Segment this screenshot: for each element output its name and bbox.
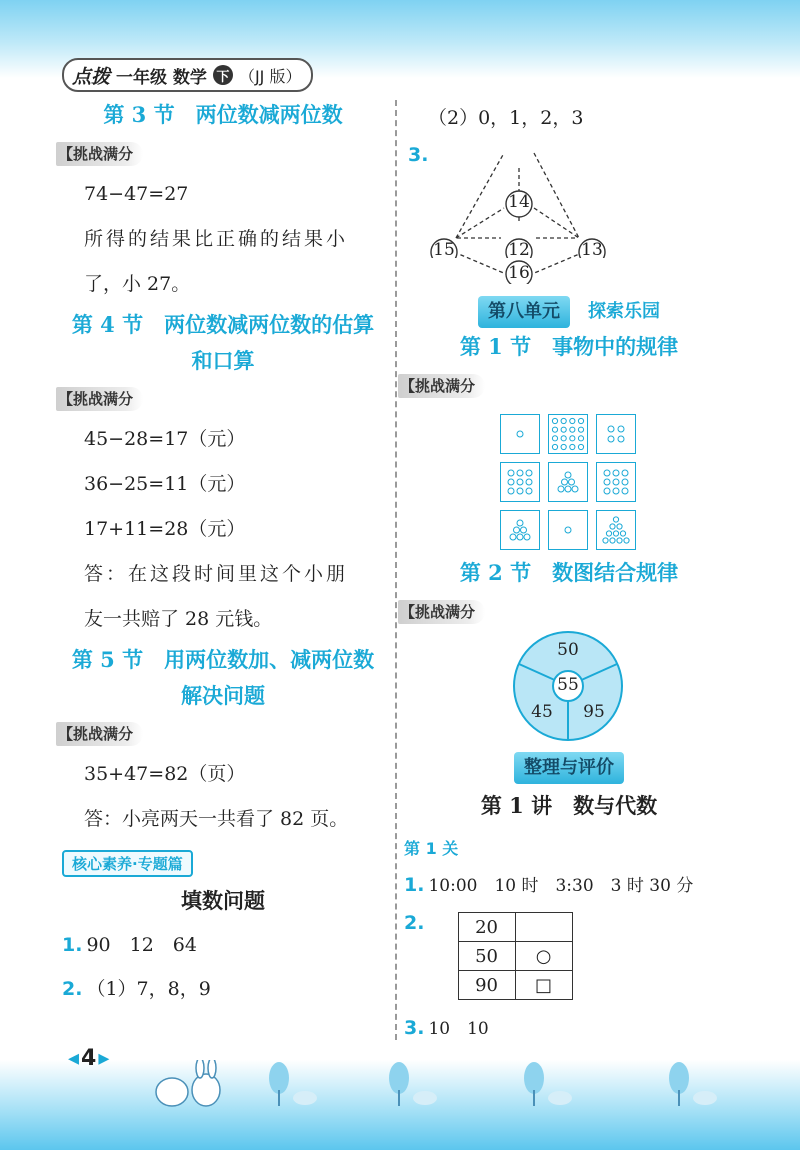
answer-line: 友一共赔了 28 元钱。: [84, 608, 273, 630]
answer-text: 90 12 64: [86, 934, 197, 956]
right-section-1-title: 第 1 节 事物中的规律: [459, 334, 679, 359]
dot: [613, 470, 619, 476]
dot: [517, 470, 523, 476]
dot: [569, 479, 575, 485]
dot-cell: [596, 414, 636, 454]
review-answer-2: [404, 912, 734, 1000]
dot: [570, 436, 575, 441]
left-column: [58, 96, 384, 1011]
dot-cell: [500, 414, 540, 454]
dot: [617, 538, 622, 543]
dot: [552, 427, 557, 432]
circle-right-value: 95: [583, 702, 605, 722]
challenge-label: 【挑战满分: [56, 387, 143, 411]
dot: [578, 427, 583, 432]
dot-cell: [596, 510, 636, 550]
dot: [610, 538, 615, 543]
dot-pattern: [549, 463, 587, 501]
dot: [526, 488, 532, 494]
dot: [561, 418, 566, 423]
circle-center-value: 55: [557, 675, 579, 695]
grade-subject: 一年级 数学: [116, 67, 207, 88]
answer-text: 10 10: [428, 1019, 489, 1039]
table-cell: [515, 913, 572, 942]
dot: [561, 436, 566, 441]
dot-cell: [500, 510, 540, 550]
dot: [517, 431, 523, 437]
section-4-title: 第 4 节 两位数减两位数的估算: [71, 312, 375, 337]
dot: [604, 479, 610, 485]
answer-line: 35+47=82（页）: [84, 763, 246, 785]
dot: [517, 534, 523, 540]
page-number-value: 4: [81, 1046, 97, 1071]
topic-title: 填数问题: [181, 888, 265, 913]
unit-heading: [404, 296, 734, 328]
section-3-title: 第 3 节 两位数减两位数: [103, 102, 343, 127]
right-section-2-title: 第 2 节 数图结合规律: [459, 560, 679, 585]
dot: [603, 538, 608, 543]
dot: [610, 524, 615, 529]
unit-label: 第八单元: [478, 296, 570, 328]
lecture-title: 第 1 讲 数与代数: [480, 793, 658, 818]
answer-line: 36−25=11（元）: [84, 473, 246, 495]
challenge-label: 【挑战满分: [56, 142, 143, 166]
dot: [578, 436, 583, 441]
dot: [620, 531, 625, 536]
dot-cell: [548, 414, 588, 454]
dot: [570, 418, 575, 423]
dot: [622, 470, 628, 476]
dot: [613, 479, 619, 485]
dot: [565, 527, 571, 533]
unit-title: 探索乐园: [588, 301, 660, 322]
dot-pattern: [501, 415, 539, 453]
dot: [613, 531, 618, 536]
dot: [521, 527, 527, 533]
column-divider: [395, 100, 397, 1040]
dot: [606, 531, 611, 536]
dot: [526, 470, 532, 476]
section-4-title-cont: 和口算: [191, 348, 255, 373]
answer-1: [62, 923, 384, 967]
dot: [517, 520, 523, 526]
table-cell: 50: [458, 942, 515, 971]
dot: [565, 472, 571, 478]
dot: [578, 418, 583, 423]
dot: [608, 426, 614, 432]
brand-logo: 点拨: [72, 65, 111, 88]
answer-number: 2.: [404, 912, 425, 934]
section-5-title: 第 5 节 用两位数加、减两位数: [71, 647, 375, 672]
answer-3: [404, 140, 734, 258]
answer-number: 3.: [408, 144, 429, 166]
bunny-mascot-icon: [150, 1060, 230, 1110]
dot: [617, 524, 622, 529]
review-answer-3: [404, 1006, 734, 1051]
answer-2: [62, 967, 384, 1011]
next-arrow-icon: ▸: [98, 1046, 110, 1071]
dot-pattern: [549, 511, 587, 549]
dot: [508, 470, 514, 476]
answer-line: 45−28=17（元）: [84, 428, 246, 450]
dot-pattern: [597, 415, 635, 453]
diamond-left: 15: [433, 240, 455, 260]
answer-line: 17+11=28（元）: [84, 518, 246, 540]
dot-pattern: [549, 415, 587, 453]
dot: [517, 479, 523, 485]
dot: [558, 486, 564, 492]
dot: [524, 534, 530, 540]
dot-pattern: [597, 463, 635, 501]
answer-line: 所得的结果比正确的结果小: [84, 228, 349, 250]
dot: [570, 427, 575, 432]
answer-number: 3.: [404, 1017, 425, 1039]
tree-icon: [665, 1060, 725, 1110]
circle-left-value: 45: [531, 702, 553, 722]
diamond-bottom-row: [404, 258, 734, 288]
answer-table: [458, 912, 573, 1000]
table-cell: ○: [515, 942, 572, 971]
diamond-bottom: 16: [508, 263, 530, 283]
dot-pattern: [501, 511, 539, 549]
dot-pattern: [597, 511, 635, 549]
diamond-center: 12: [508, 240, 530, 260]
dot: [552, 444, 557, 449]
dot-cell: [548, 510, 588, 550]
dot: [613, 517, 618, 522]
dot: [604, 488, 610, 494]
tree-icon: [385, 1060, 445, 1110]
dot-cell: [548, 462, 588, 502]
table-cell: 90: [458, 971, 515, 1000]
answer-number: 1.: [62, 934, 83, 956]
volume-badge: 下: [213, 65, 233, 85]
dot: [604, 470, 610, 476]
answer-number: 1.: [404, 874, 425, 896]
dot-pattern: [501, 463, 539, 501]
dot: [561, 444, 566, 449]
dot: [622, 488, 628, 494]
dot: [565, 486, 571, 492]
dot: [613, 488, 619, 494]
challenge-label: 【挑战满分: [398, 600, 485, 624]
dot: [562, 479, 568, 485]
answer-line: 答：小亮两天一共看了 82 页。: [84, 808, 349, 830]
dot: [508, 488, 514, 494]
answer-number: 2.: [62, 978, 83, 1000]
review-label: 整理与评价: [514, 752, 624, 784]
dot: [570, 444, 575, 449]
dot: [578, 444, 583, 449]
dot: [514, 527, 520, 533]
book-header: [62, 58, 313, 92]
dot: [561, 427, 566, 432]
dot-cell: [596, 462, 636, 502]
tree-icon: [265, 1060, 325, 1110]
tree-icon: [520, 1060, 580, 1110]
review-answer-1: [404, 863, 734, 908]
review-heading: [404, 752, 734, 784]
page-number: [68, 1046, 109, 1071]
dot-cell: [500, 462, 540, 502]
dot: [618, 436, 624, 442]
dot: [552, 418, 557, 423]
answer-text: （1）7，8，9: [86, 978, 211, 1000]
prev-arrow-icon: ◂: [68, 1046, 80, 1071]
right-column: [400, 96, 734, 1051]
answer-line: 了，小 27。: [84, 273, 191, 295]
dot: [608, 436, 614, 442]
answer-line: 答：在这段时间里这个小朋: [84, 563, 349, 585]
answer-text: 10:00 10 时 3:30 3 时 30 分: [428, 876, 694, 896]
dot: [618, 426, 624, 432]
dot: [572, 486, 578, 492]
diamond-top: 14: [508, 192, 530, 212]
section-5-title-cont: 解决问题: [181, 683, 265, 708]
diamond-right: 13: [581, 240, 603, 260]
dot: [622, 479, 628, 485]
number-circle-diagram: [512, 630, 734, 742]
table-cell: 20: [458, 913, 515, 942]
dot: [526, 479, 532, 485]
challenge-label: 【挑战满分: [398, 374, 485, 398]
level-label: 第 1 关: [404, 839, 459, 858]
table-cell: □: [515, 971, 572, 1000]
dot: [508, 479, 514, 485]
dot: [552, 436, 557, 441]
circle-top-value: 50: [557, 640, 579, 660]
answer-2-part-2: （2）0，1，2，3: [428, 107, 584, 129]
dot: [517, 488, 523, 494]
challenge-label: 【挑战满分: [56, 722, 143, 746]
dot: [624, 538, 629, 543]
edition-label: （JJ 版）: [238, 66, 302, 86]
dot: [510, 534, 516, 540]
answer-line: 74−47=27: [84, 183, 189, 205]
dot-pattern-grid: [500, 414, 734, 550]
core-literacy-tag: 核心素养·专题篇: [62, 850, 193, 877]
